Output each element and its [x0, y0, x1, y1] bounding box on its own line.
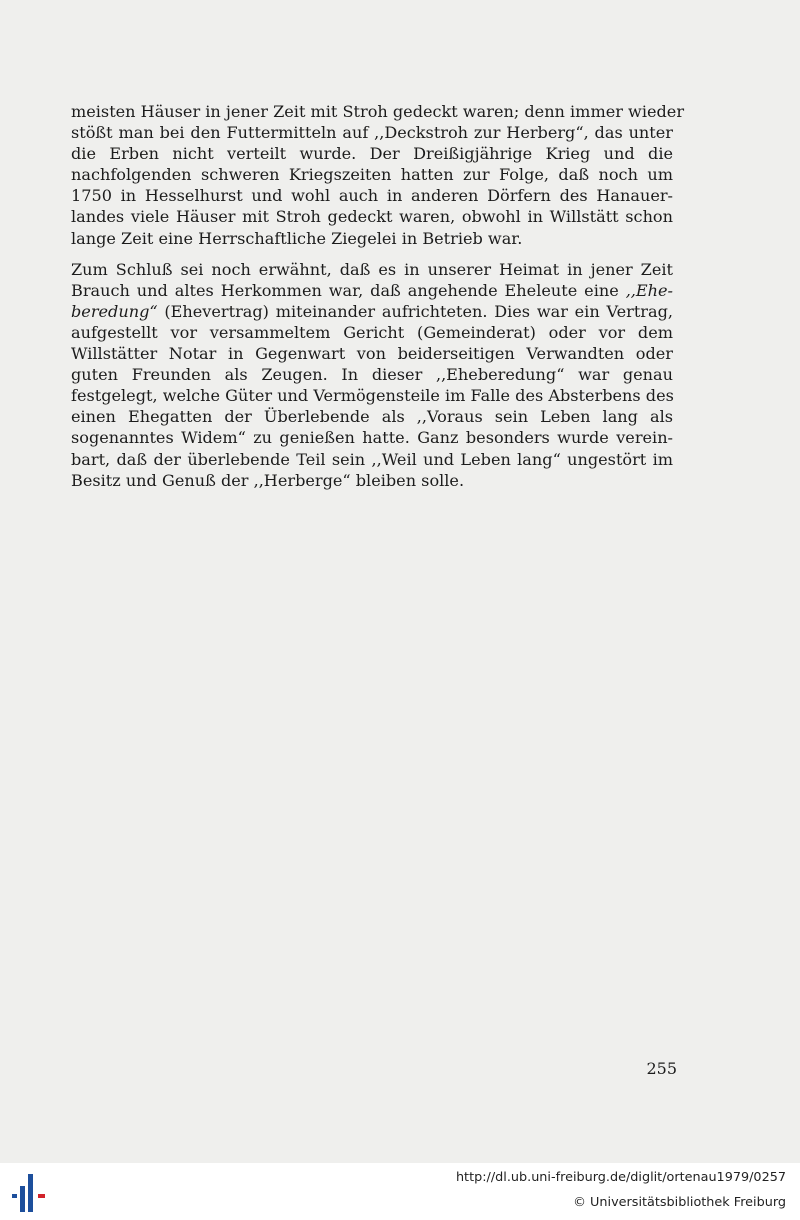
text-line: Besitz und Genuß der ,,Herberge“ bleiben solle. [71, 470, 465, 490]
logo-bar-tall [28, 1174, 33, 1212]
logo-bar-left [12, 1194, 17, 1198]
text-line: einen Ehegatten der Überlebende als ,,Voraus sein Leben lang als [71, 407, 673, 427]
ub-freiburg-logo-icon [8, 1172, 52, 1214]
text-line: festgelegt, welche Güter und Vermögensteile im Falle des Absterbens des [71, 386, 674, 406]
text-line: meisten Häuser in jener Zeit mit Stroh gedeckt waren; denn immer wieder [71, 102, 685, 121]
italic-term: beredung“ [71, 301, 158, 321]
text-line: stößt man bei den Futtermitteln auf ,,Deckstroh zur Herberg“, das unter [71, 123, 673, 143]
copyright-notice: © Universitätsbibliothek Freiburg [573, 1195, 786, 1210]
body-text [71, 101, 685, 501]
paragraph-2 [71, 259, 673, 491]
text-line: bart, daß der überlebende Teil sein ,,Weil und Leben lang“ ungestört im [71, 449, 673, 469]
text-line: guten Freunden als Zeugen. In dieser ,,Eheberedung“ war genau [71, 365, 673, 385]
text-line [71, 301, 673, 322]
page-number: 255 [646, 1059, 677, 1078]
text-line: nachfolgenden schweren Kriegszeiten hatten zur Folge, daß noch um [71, 165, 673, 185]
permalink-url[interactable]: http://dl.ub.uni-freiburg.de/diglit/ortenau1979/0257 [455, 1170, 786, 1185]
text-line: Zum Schluß sei noch erwähnt, daß es in unserer Heimat in jener Zeit [71, 259, 673, 279]
text-line: aufgestellt vor versammeltem Gericht (Gemeinderat) oder vor dem [71, 322, 673, 342]
text-line: Willstätter Notar in Gegenwart von beiderseitigen Verwandten oder [71, 344, 673, 364]
italic-term: ,,Ehe- [625, 280, 673, 300]
logo-bar-mid [20, 1186, 25, 1212]
text-run: (Ehevertrag) miteinander aufrichteten. Dies war ein Vertrag, [157, 301, 673, 321]
text-line [71, 280, 673, 301]
text-line: 1750 in Hesselhurst und wohl auch in anderen Dörfern des Hanauer- [71, 186, 673, 206]
text-line: lange Zeit eine Herrschaftliche Ziegelei in Betrieb war. [71, 228, 523, 248]
text-line: die Erben nicht verteilt wurde. Der Dreißigjährige Krieg und die [71, 144, 673, 164]
text-run: Brauch und altes Herkommen war, daß angehende Eheleute eine [71, 280, 626, 300]
logo-bar-red [38, 1194, 45, 1198]
text-line: sogenanntes Widem“ zu genießen hatte. Ganz besonders wurde verein- [71, 428, 673, 448]
paragraph-1 [71, 101, 685, 249]
text-line: landes viele Häuser mit Stroh gedeckt waren, obwohl in Willstätt schon [71, 207, 673, 227]
